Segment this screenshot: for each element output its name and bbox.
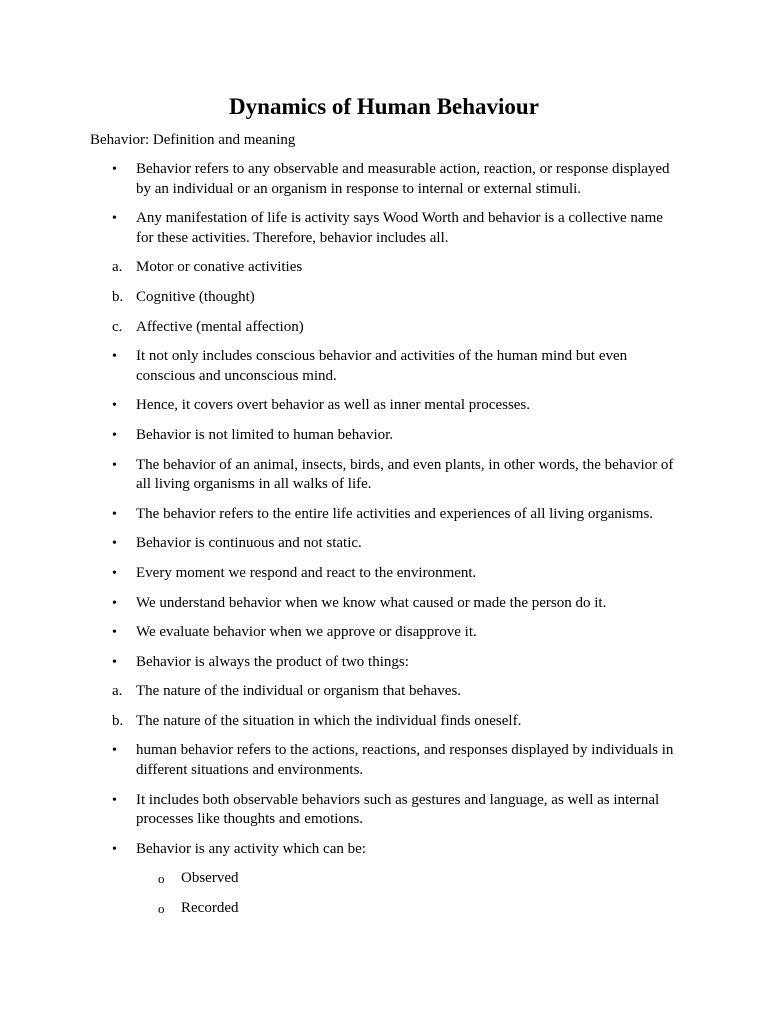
- bullet-marker: •: [112, 211, 117, 227]
- bullet-marker: •: [112, 654, 117, 670]
- list-item: [0, 712, 768, 732]
- letter-marker: b.: [112, 712, 124, 729]
- list-item: [0, 840, 768, 860]
- list-item-text: The nature of the individual or organism that behaves.: [136, 683, 462, 700]
- bullet-marker: •: [112, 162, 117, 177]
- definition-list: [0, 160, 768, 929]
- list-item: [0, 318, 768, 338]
- list-item: [0, 791, 768, 830]
- list-item-text: We understand behavior when we know what caused or made the person do it.: [136, 594, 607, 611]
- list-item-text: Cognitive (thought): [136, 288, 255, 305]
- list-item: [0, 456, 768, 495]
- bullet-marker: •: [112, 792, 117, 808]
- letter-marker: c.: [112, 318, 123, 335]
- list-item-text: The behavior of an animal, insects, birds, and even plants, in other words, the behavior of all living organisms in all walks of life.: [136, 456, 674, 493]
- list-item-text: Hence, it covers overt behavior as well as inner mental processes.: [136, 397, 531, 414]
- list-item: [0, 347, 768, 386]
- bullet-marker: •: [112, 743, 117, 759]
- list-item-text: It not only includes conscious behavior and activities of the human mind but even conscious and unconscious mind.: [136, 348, 628, 384]
- bullet-marker: •: [112, 398, 117, 414]
- list-item-text: Behavior is always the product of two things:: [136, 653, 409, 670]
- list-item-text: Observed: [181, 870, 239, 887]
- list-item-text: It includes both observable behaviors such as gestures and language, as well as internal processes like thoughts and emotions.: [136, 791, 660, 828]
- list-item-text: Affective (mental affection): [136, 318, 304, 335]
- list-item-text: The behavior refers to the entire life activities and experiences of all living organisms.: [136, 505, 654, 522]
- list-item: [0, 682, 768, 702]
- list-item-text: Behavior refers to any observable and measurable action, reaction, or response displayed by an individual or an organism in response to internal or external stimuli.: [136, 161, 670, 197]
- bullet-marker: •: [112, 595, 117, 611]
- bullet-marker: •: [112, 427, 117, 443]
- list-item-text: Every moment we respond and react to the environment.: [136, 564, 477, 581]
- list-item: [0, 741, 768, 780]
- list-item-text: Behavior is any activity which can be:: [136, 840, 366, 857]
- circle-bullet-marker: o: [158, 901, 165, 917]
- list-item: [0, 209, 768, 248]
- bullet-marker: •: [112, 565, 117, 581]
- list-item-text: Behavior is not limited to human behavior.: [136, 426, 394, 443]
- sub-list-item: [0, 869, 768, 889]
- list-item: [0, 505, 768, 525]
- section-heading: Behavior: Definition and meaning: [90, 132, 296, 148]
- list-item-text: human behavior refers to the actions, reactions, and responses displayed by individuals in different situations and environments.: [136, 742, 674, 779]
- list-item: [0, 396, 768, 416]
- document-title: Dynamics of Human Behaviour: [229, 94, 539, 119]
- sub-list-item: [0, 899, 768, 919]
- letter-marker: a.: [112, 683, 123, 700]
- list-item-text: Motor or conative activities: [136, 259, 303, 276]
- bullet-marker: •: [112, 536, 117, 552]
- letter-marker: b.: [112, 288, 124, 305]
- list-item: [0, 623, 768, 643]
- list-item-text: Recorded: [181, 900, 239, 917]
- list-item-text: Behavior is continuous and not static.: [136, 535, 362, 552]
- list-item-text: We evaluate behavior when we approve or disapprove it.: [136, 624, 477, 641]
- list-item: [0, 160, 768, 199]
- bullet-marker: •: [112, 349, 117, 365]
- circle-bullet-marker: o: [158, 871, 165, 887]
- list-item: [0, 534, 768, 554]
- bullet-marker: •: [112, 841, 117, 857]
- list-item: [0, 564, 768, 584]
- list-item-text: Any manifestation of life is activity says Wood Worth and behavior is a collective name for these activities. Therefore, behavior includes all.: [136, 210, 663, 246]
- bullet-marker: •: [112, 625, 117, 641]
- list-item: [0, 258, 768, 278]
- bullet-marker: •: [112, 506, 117, 522]
- list-item: [0, 653, 768, 673]
- list-item: [0, 288, 768, 308]
- list-item: [0, 426, 768, 446]
- list-item-text: The nature of the situation in which the individual finds oneself.: [136, 712, 522, 729]
- letter-marker: a.: [112, 259, 123, 276]
- bullet-marker: •: [112, 457, 117, 473]
- list-item: [0, 594, 768, 614]
